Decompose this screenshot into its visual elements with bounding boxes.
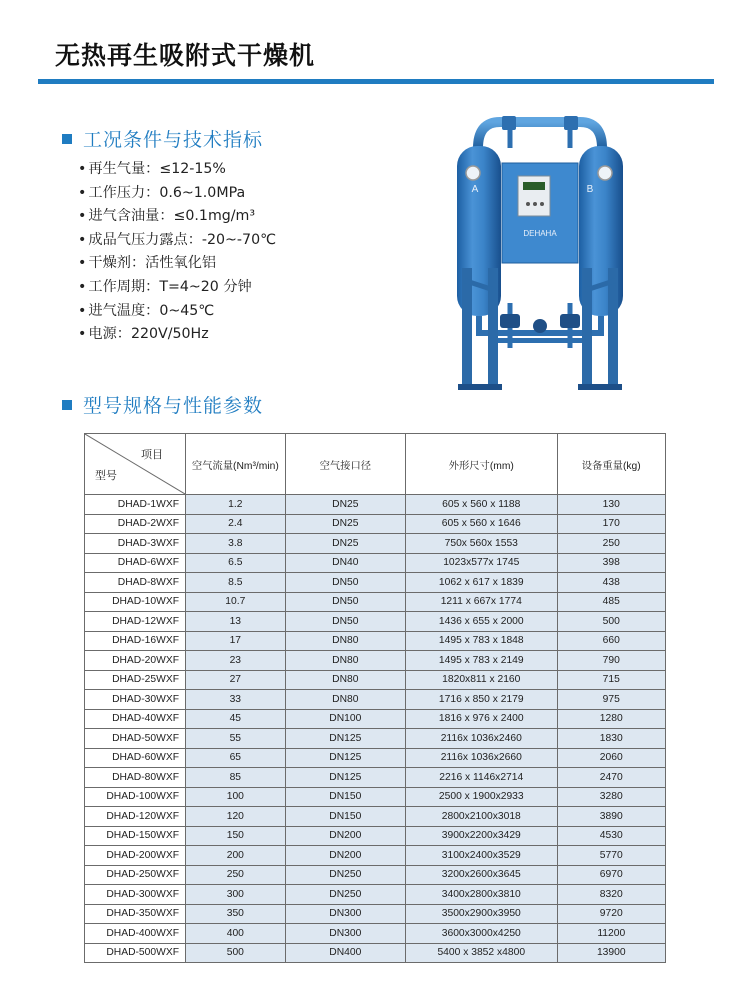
dimension-cell: 2500 x 1900x2933 bbox=[406, 787, 558, 807]
interface-cell: DN50 bbox=[285, 573, 405, 593]
table-row bbox=[85, 709, 666, 729]
header-cell: 设备重量(kg) bbox=[557, 434, 665, 495]
table-row bbox=[85, 495, 666, 515]
model-cell: DHAD-50WXF bbox=[85, 729, 186, 749]
weight-cell: 250 bbox=[557, 534, 665, 554]
table-row bbox=[85, 748, 666, 768]
table-row bbox=[85, 865, 666, 885]
header-cell: 空气流量(Nm³/min) bbox=[186, 434, 286, 495]
interface-cell: DN250 bbox=[285, 885, 405, 905]
weight-cell: 8320 bbox=[557, 885, 665, 905]
airflow-cell: 27 bbox=[186, 670, 286, 690]
spec-item: • 工作压力：0.6~1.0MPa bbox=[78, 182, 276, 206]
table-row bbox=[85, 631, 666, 651]
model-cell: DHAD-16WXF bbox=[85, 631, 186, 651]
interface-cell: DN50 bbox=[285, 612, 405, 632]
table-body bbox=[85, 495, 666, 963]
spec-item: • 再生气量：≤12-15% bbox=[78, 158, 276, 182]
weight-cell: 5770 bbox=[557, 846, 665, 866]
dimension-cell: 1716 x 850 x 2179 bbox=[406, 690, 558, 710]
table-row bbox=[85, 592, 666, 612]
weight-cell: 398 bbox=[557, 553, 665, 573]
model-cell: DHAD-500WXF bbox=[85, 943, 186, 963]
table-row bbox=[85, 768, 666, 788]
airflow-cell: 85 bbox=[186, 768, 286, 788]
table-row bbox=[85, 924, 666, 944]
airflow-cell: 65 bbox=[186, 748, 286, 768]
table-row bbox=[85, 690, 666, 710]
weight-cell: 1280 bbox=[557, 709, 665, 729]
weight-cell: 4530 bbox=[557, 826, 665, 846]
weight-cell: 500 bbox=[557, 612, 665, 632]
dimension-cell: 1211 x 667x 1774 bbox=[406, 592, 558, 612]
dimension-cell: 5400 x 3852 x4800 bbox=[406, 943, 558, 963]
model-cell: DHAD-400WXF bbox=[85, 924, 186, 944]
model-cell: DHAD-300WXF bbox=[85, 885, 186, 905]
dimension-cell: 1495 x 783 x 1848 bbox=[406, 631, 558, 651]
airflow-cell: 8.5 bbox=[186, 573, 286, 593]
spec-item: • 进气含油量：≤0.1mg/m³ bbox=[78, 205, 276, 229]
dimension-cell: 3100x2400x3529 bbox=[406, 846, 558, 866]
title-underline bbox=[38, 79, 714, 84]
table-row bbox=[85, 826, 666, 846]
model-cell: DHAD-120WXF bbox=[85, 807, 186, 827]
spec-item: • 电源：220V/50Hz bbox=[78, 323, 276, 347]
interface-cell: DN50 bbox=[285, 592, 405, 612]
model-cell: DHAD-40WXF bbox=[85, 709, 186, 729]
weight-cell: 9720 bbox=[557, 904, 665, 924]
model-cell: DHAD-200WXF bbox=[85, 846, 186, 866]
section-title: 型号规格与性能参数 bbox=[83, 395, 264, 417]
table-row bbox=[85, 612, 666, 632]
interface-cell: DN25 bbox=[285, 534, 405, 554]
weight-cell: 13900 bbox=[557, 943, 665, 963]
airflow-cell: 100 bbox=[186, 787, 286, 807]
dimension-cell: 605 x 560 x 1646 bbox=[406, 514, 558, 534]
bullet-square-icon bbox=[62, 400, 72, 410]
airflow-cell: 55 bbox=[186, 729, 286, 749]
airflow-cell: 120 bbox=[186, 807, 286, 827]
weight-cell: 790 bbox=[557, 651, 665, 671]
model-cell: DHAD-1WXF bbox=[85, 495, 186, 515]
model-spec-table bbox=[84, 433, 666, 963]
spec-item: • 工作周期：T=4~20 分钟 bbox=[78, 276, 276, 300]
weight-cell: 11200 bbox=[557, 924, 665, 944]
table-row bbox=[85, 943, 666, 963]
dimension-cell: 3900x2200x3429 bbox=[406, 826, 558, 846]
model-cell: DHAD-2WXF bbox=[85, 514, 186, 534]
section-models-heading bbox=[62, 391, 263, 418]
weight-cell: 3890 bbox=[557, 807, 665, 827]
table-row bbox=[85, 729, 666, 749]
model-cell: DHAD-3WXF bbox=[85, 534, 186, 554]
weight-cell: 715 bbox=[557, 670, 665, 690]
model-cell: DHAD-150WXF bbox=[85, 826, 186, 846]
bullet-square-icon bbox=[62, 134, 72, 144]
interface-cell: DN300 bbox=[285, 904, 405, 924]
airflow-cell: 23 bbox=[186, 651, 286, 671]
weight-cell: 170 bbox=[557, 514, 665, 534]
dimension-cell: 2216 x 1146x2714 bbox=[406, 768, 558, 788]
weight-cell: 2060 bbox=[557, 748, 665, 768]
section-conditions-heading bbox=[62, 125, 263, 152]
model-cell: DHAD-80WXF bbox=[85, 768, 186, 788]
airflow-cell: 13 bbox=[186, 612, 286, 632]
interface-cell: DN200 bbox=[285, 846, 405, 866]
interface-cell: DN250 bbox=[285, 865, 405, 885]
interface-cell: DN200 bbox=[285, 826, 405, 846]
interface-cell: DN400 bbox=[285, 943, 405, 963]
interface-cell: DN150 bbox=[285, 787, 405, 807]
corner-header-cell bbox=[85, 434, 186, 495]
diagonal-divider bbox=[85, 434, 185, 494]
header-cell: 外形尺寸(mm) bbox=[406, 434, 558, 495]
interface-cell: DN80 bbox=[285, 651, 405, 671]
corner-label-item: 项目 bbox=[141, 449, 163, 461]
dimension-cell: 3600x3000x4250 bbox=[406, 924, 558, 944]
model-cell: DHAD-20WXF bbox=[85, 651, 186, 671]
table-header-row bbox=[85, 434, 666, 495]
header-cell: 空气接口径 bbox=[285, 434, 405, 495]
dimension-cell: 750x 560x 1553 bbox=[406, 534, 558, 554]
airflow-cell: 2.4 bbox=[186, 514, 286, 534]
interface-cell: DN80 bbox=[285, 690, 405, 710]
dimension-cell: 2116x 1036x2460 bbox=[406, 729, 558, 749]
weight-cell: 485 bbox=[557, 592, 665, 612]
model-cell: DHAD-6WXF bbox=[85, 553, 186, 573]
table-row bbox=[85, 534, 666, 554]
airflow-cell: 45 bbox=[186, 709, 286, 729]
dimension-cell: 1436 x 655 x 2000 bbox=[406, 612, 558, 632]
interface-cell: DN125 bbox=[285, 768, 405, 788]
airflow-cell: 3.8 bbox=[186, 534, 286, 554]
dimension-cell: 3200x2600x3645 bbox=[406, 865, 558, 885]
table-row bbox=[85, 651, 666, 671]
table-row bbox=[85, 514, 666, 534]
section-title: 工况条件与技术指标 bbox=[83, 129, 264, 151]
airflow-cell: 6.5 bbox=[186, 553, 286, 573]
interface-cell: DN100 bbox=[285, 709, 405, 729]
model-cell: DHAD-12WXF bbox=[85, 612, 186, 632]
interface-cell: DN80 bbox=[285, 631, 405, 651]
interface-cell: DN25 bbox=[285, 514, 405, 534]
dimension-cell: 3400x2800x3810 bbox=[406, 885, 558, 905]
airflow-cell: 10.7 bbox=[186, 592, 286, 612]
tank-a-label: A bbox=[471, 184, 479, 195]
airflow-cell: 400 bbox=[186, 924, 286, 944]
airflow-cell: 500 bbox=[186, 943, 286, 963]
airflow-cell: 200 bbox=[186, 846, 286, 866]
airflow-cell: 350 bbox=[186, 904, 286, 924]
table-row bbox=[85, 904, 666, 924]
interface-cell: DN125 bbox=[285, 729, 405, 749]
spec-item: • 干燥剂：活性氧化铝 bbox=[78, 252, 276, 276]
weight-cell: 975 bbox=[557, 690, 665, 710]
model-cell: DHAD-60WXF bbox=[85, 748, 186, 768]
airflow-cell: 150 bbox=[186, 826, 286, 846]
airflow-cell: 33 bbox=[186, 690, 286, 710]
airflow-cell: 250 bbox=[186, 865, 286, 885]
dimension-cell: 1062 x 617 x 1839 bbox=[406, 573, 558, 593]
interface-cell: DN80 bbox=[285, 670, 405, 690]
model-cell: DHAD-350WXF bbox=[85, 904, 186, 924]
model-cell: DHAD-250WXF bbox=[85, 865, 186, 885]
weight-cell: 438 bbox=[557, 573, 665, 593]
dimension-cell: 2800x2100x3018 bbox=[406, 807, 558, 827]
table-row bbox=[85, 573, 666, 593]
weight-cell: 6970 bbox=[557, 865, 665, 885]
model-cell: DHAD-8WXF bbox=[85, 573, 186, 593]
interface-cell: DN40 bbox=[285, 553, 405, 573]
brand-label: DEHAHA bbox=[523, 229, 557, 238]
table-row bbox=[85, 807, 666, 827]
table-row bbox=[85, 885, 666, 905]
dimension-cell: 3500x2900x3950 bbox=[406, 904, 558, 924]
interface-cell: DN300 bbox=[285, 924, 405, 944]
airflow-cell: 1.2 bbox=[186, 495, 286, 515]
weight-cell: 1830 bbox=[557, 729, 665, 749]
dimension-cell: 605 x 560 x 1188 bbox=[406, 495, 558, 515]
weight-cell: 130 bbox=[557, 495, 665, 515]
model-cell: DHAD-25WXF bbox=[85, 670, 186, 690]
weight-cell: 3280 bbox=[557, 787, 665, 807]
tank-b-label: B bbox=[586, 184, 594, 195]
airflow-cell: 17 bbox=[186, 631, 286, 651]
model-cell: DHAD-30WXF bbox=[85, 690, 186, 710]
dimension-cell: 1816 x 976 x 2400 bbox=[406, 709, 558, 729]
airflow-cell: 300 bbox=[186, 885, 286, 905]
dryer-product-image bbox=[440, 108, 640, 408]
table-row bbox=[85, 846, 666, 866]
interface-cell: DN125 bbox=[285, 748, 405, 768]
model-cell: DHAD-10WXF bbox=[85, 592, 186, 612]
model-cell: DHAD-100WXF bbox=[85, 787, 186, 807]
corner-label-model: 型号 bbox=[95, 470, 117, 482]
table-row bbox=[85, 787, 666, 807]
spec-list bbox=[78, 158, 276, 347]
weight-cell: 2470 bbox=[557, 768, 665, 788]
table-row bbox=[85, 670, 666, 690]
table-row bbox=[85, 553, 666, 573]
weight-cell: 660 bbox=[557, 631, 665, 651]
spec-item: • 成品气压力露点：-20~-70℃ bbox=[78, 229, 276, 253]
dimension-cell: 1495 x 783 x 2149 bbox=[406, 651, 558, 671]
spec-item: • 进气温度：0~45℃ bbox=[78, 300, 276, 324]
dimension-cell: 1820x811 x 2160 bbox=[406, 670, 558, 690]
interface-cell: DN25 bbox=[285, 495, 405, 515]
page-title: 无热再生吸附式干燥机 bbox=[55, 41, 316, 70]
interface-cell: DN150 bbox=[285, 807, 405, 827]
dimension-cell: 2116x 1036x2660 bbox=[406, 748, 558, 768]
dimension-cell: 1023x577x 1745 bbox=[406, 553, 558, 573]
